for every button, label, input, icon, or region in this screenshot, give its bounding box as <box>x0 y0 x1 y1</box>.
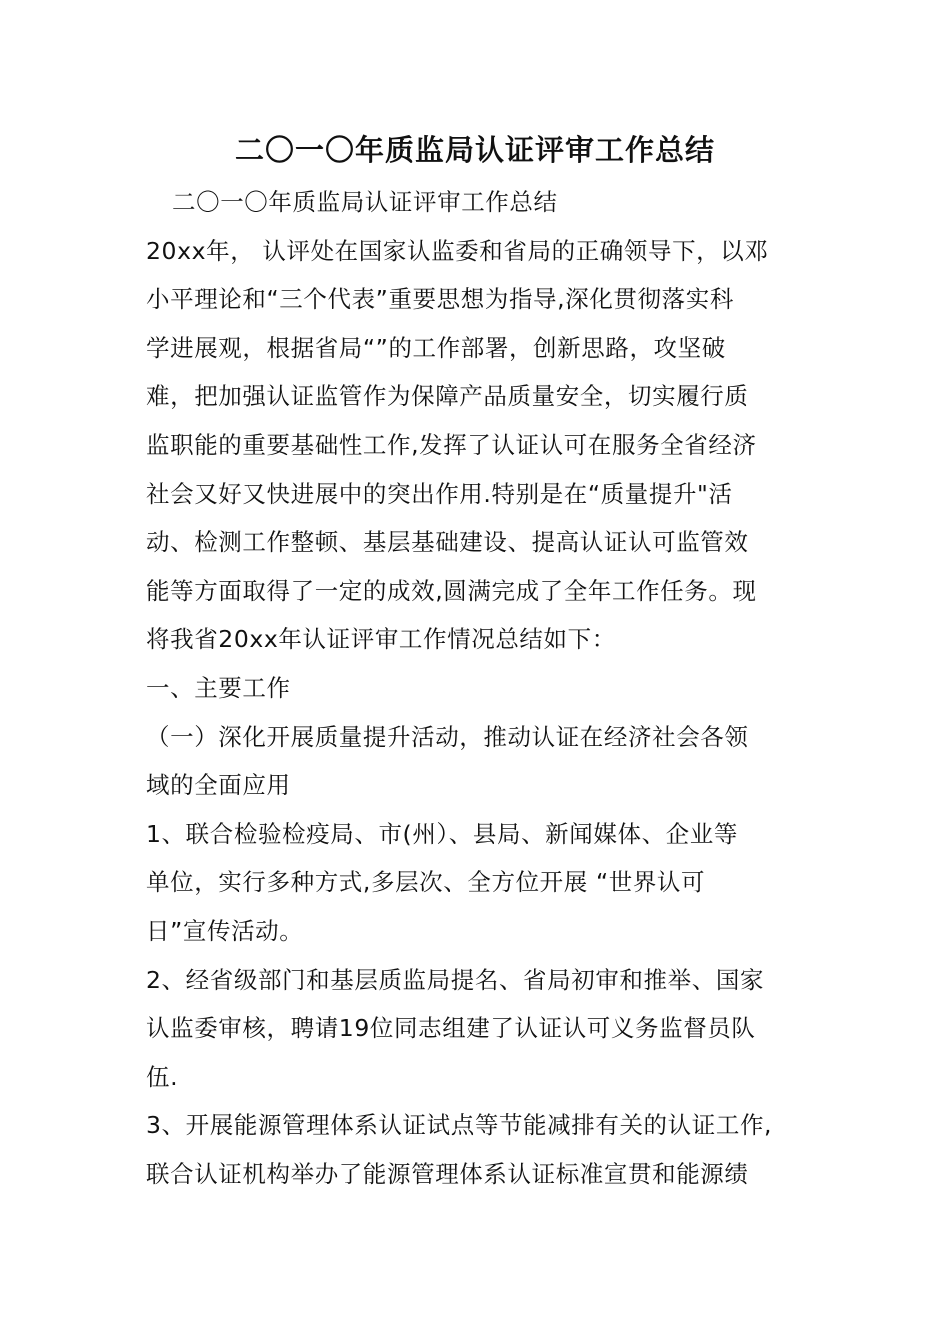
paragraph-line: 社会又好又快进展中的突出作用.特别是在“质量提升"活 <box>146 479 733 508</box>
paragraph-line: 将我省20xx年认证评审工作情况总结如下： <box>146 625 616 654</box>
list-item-line: 日”宣传活动。 <box>146 916 304 945</box>
document-title: 二〇一〇年质监局认证评审工作总结 <box>234 133 715 167</box>
list-item-line: 认监委审核，聘请19位同志组建了认证认可义务监督员队 <box>146 1014 756 1043</box>
list-item-line: 联合认证机构举办了能源管理体系认证标准宣贯和能源绩 <box>146 1159 749 1188</box>
paragraph-line: 小平理论和“三个代表”重要思想为指导,深化贯彻落实科 <box>146 285 734 314</box>
list-item-line: 2、经省级部门和基层质监局提名、省局初审和推举、国家 <box>146 965 765 994</box>
subsection-heading: （一）深化开展质量提升活动，推动认证在经济社会各领 <box>146 722 749 751</box>
list-item-line: 单位，实行多种方式,多层次、全方位开展 “世界认可 <box>146 868 706 897</box>
paragraph-line: 学进展观，根据省局“”的工作部署，创新思路，攻坚破 <box>146 333 726 362</box>
paragraph-line: 能等方面取得了一定的成效,圆满完成了全年工作任务。现 <box>146 576 757 605</box>
paragraph-line: 20xx年， 认评处在国家认监委和省局的正确领导下，以邓 <box>146 236 769 265</box>
section-heading: 一、主要工作 <box>146 673 291 702</box>
list-item-line: 伍. <box>146 1062 179 1091</box>
paragraph-line: 监职能的重要基础性工作,发挥了认证认可在服务全省经济 <box>146 430 757 459</box>
subtitle-line: 二〇一〇年质监局认证评审工作总结 <box>172 188 558 216</box>
paragraph-line: 难，把加强认证监管作为保障产品质量安全，切实履行质 <box>146 382 749 411</box>
document-body <box>146 178 826 1198</box>
list-item-line: 3、开展能源管理体系认证试点等节能减排有关的认证工作, <box>146 1111 773 1140</box>
list-item-line: 1、联合检验检疫局、市(州）、县局、新闻媒体、企业等 <box>146 819 738 848</box>
paragraph-line: 动、检测工作整顿、基层基础建设、提高认证认可监管效 <box>146 528 749 557</box>
subsection-heading: 域的全面应用 <box>146 771 291 800</box>
